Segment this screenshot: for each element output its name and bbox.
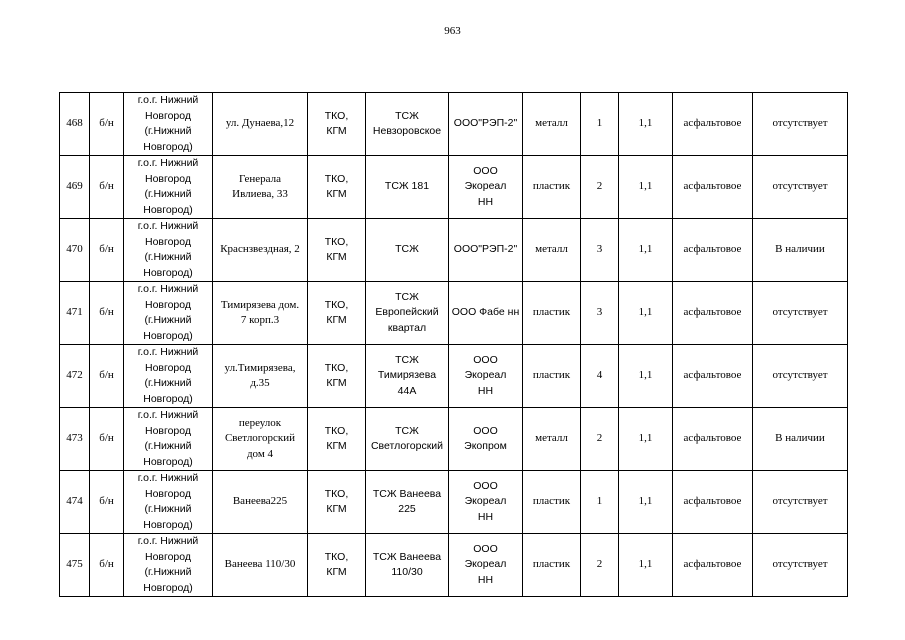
cell-waste-type-line: ТКО,	[324, 361, 349, 374]
cell-owner-line: ТСЖ 181	[384, 180, 430, 193]
cell-address-line: переулок	[238, 416, 282, 429]
cell-municipality-line: (г.Нижний	[144, 377, 192, 389]
cell-number: 472	[60, 345, 90, 408]
cell-surface-type: асфальтовое	[673, 471, 753, 534]
cell-fence: В наличии	[753, 408, 848, 471]
cell-owner	[366, 345, 449, 408]
cell-waste-type	[308, 471, 366, 534]
cell-surface-type: асфальтовое	[673, 93, 753, 156]
cell-registry-mark: б/н	[90, 471, 124, 534]
cell-owner-line: ТСЖ	[395, 290, 419, 303]
cell-municipality-line: Новгород	[144, 361, 191, 374]
cell-municipality-line: Новгород)	[143, 518, 193, 531]
cell-operator-line: НН	[477, 195, 494, 208]
cell-registry-mark: б/н	[90, 534, 124, 597]
cell-waste-type-line: ТКО,	[324, 109, 349, 122]
cell-waste-type-line: КГМ	[326, 314, 347, 326]
cell-surface-type: асфальтовое	[673, 219, 753, 282]
cell-owner	[366, 408, 449, 471]
cell-municipality-line: г.о.г. Нижний	[137, 283, 199, 295]
table-row	[60, 93, 848, 156]
cell-number: 469	[60, 156, 90, 219]
cell-waste-type	[308, 408, 366, 471]
cell-owner-line: ТСЖ	[395, 353, 419, 366]
cell-container-count: 3	[581, 219, 619, 282]
cell-operator-line: ООО	[473, 424, 498, 437]
cell-operator-line: НН	[477, 573, 494, 586]
cell-owner-line: 110/30	[391, 566, 423, 578]
registry-table	[59, 92, 848, 597]
cell-owner	[366, 219, 449, 282]
cell-municipality-line: (г.Нижний	[144, 503, 192, 515]
cell-municipality	[124, 282, 213, 345]
cell-number: 470	[60, 219, 90, 282]
cell-container-volume: 1,1	[619, 345, 673, 408]
cell-fence: отсутствует	[753, 282, 848, 345]
table-row	[60, 345, 848, 408]
cell-address-line: Краснзвездная, 2	[220, 243, 300, 256]
cell-address	[213, 345, 308, 408]
cell-fence: отсутствует	[753, 471, 848, 534]
cell-address-line: Ванеева225	[232, 495, 288, 508]
cell-municipality-line: (г.Нижний	[144, 314, 192, 326]
cell-container-volume: 1,1	[619, 471, 673, 534]
cell-municipality	[124, 408, 213, 471]
cell-owner-line: ТСЖ Ванеева	[372, 487, 442, 500]
cell-address-line: 7 корп.3	[240, 314, 280, 326]
cell-address-line: Тимирязева дом.	[220, 298, 300, 311]
cell-waste-type-line: КГМ	[326, 251, 347, 263]
cell-container-material: пластик	[523, 471, 581, 534]
cell-container-volume: 1,1	[619, 93, 673, 156]
cell-operator	[449, 219, 523, 282]
cell-fence: отсутствует	[753, 534, 848, 597]
cell-waste-type-line: КГМ	[326, 377, 347, 389]
cell-municipality-line: Новгород	[144, 298, 191, 311]
cell-address-line: ул. Дунаева,12	[225, 117, 295, 130]
cell-owner-line: ТСЖ	[395, 243, 419, 256]
cell-fence: отсутствует	[753, 93, 848, 156]
cell-surface-type: асфальтовое	[673, 156, 753, 219]
cell-owner-line: 44А	[397, 384, 417, 397]
cell-waste-type-line: ТКО,	[324, 235, 349, 248]
cell-municipality-line: (г.Нижний	[144, 188, 192, 200]
cell-municipality-line: Новгород	[144, 424, 191, 437]
cell-municipality-line: (г.Нижний	[144, 440, 192, 452]
cell-municipality	[124, 156, 213, 219]
cell-municipality-line: Новгород	[144, 487, 191, 500]
cell-municipality-line: Новгород)	[143, 581, 193, 594]
cell-operator-line: ООО Экореал	[464, 164, 507, 193]
cell-surface-type: асфальтовое	[673, 534, 753, 597]
cell-number: 473	[60, 408, 90, 471]
cell-operator	[449, 93, 523, 156]
cell-operator-line: ООО Экореал	[464, 542, 507, 571]
cell-container-count: 4	[581, 345, 619, 408]
cell-municipality-line: Новгород	[144, 235, 191, 248]
cell-address	[213, 471, 308, 534]
cell-waste-type-line: КГМ	[326, 566, 347, 578]
cell-waste-type-line: ТКО,	[324, 424, 349, 437]
cell-municipality-line: г.о.г. Нижний	[137, 220, 199, 232]
cell-container-count: 1	[581, 93, 619, 156]
cell-municipality	[124, 345, 213, 408]
cell-waste-type-line: ТКО,	[324, 298, 349, 311]
cell-municipality	[124, 219, 213, 282]
cell-waste-type-line: КГМ	[326, 440, 347, 452]
cell-address	[213, 156, 308, 219]
cell-operator	[449, 471, 523, 534]
cell-operator-line: ООО Экореал	[464, 479, 507, 508]
cell-surface-type: асфальтовое	[673, 345, 753, 408]
cell-waste-type-line: ТКО,	[324, 487, 349, 500]
cell-registry-mark: б/н	[90, 156, 124, 219]
cell-waste-type	[308, 93, 366, 156]
cell-operator-line: ООО"РЭП-2"	[453, 243, 518, 256]
cell-address-line: ул.Тимирязева,	[224, 361, 296, 374]
cell-municipality-line: Новгород	[144, 109, 191, 122]
cell-container-material: металл	[523, 219, 581, 282]
page-number: 963	[444, 25, 461, 37]
cell-fence: отсутствует	[753, 345, 848, 408]
cell-municipality-line: (г.Нижний	[144, 566, 192, 578]
cell-owner-line: 225	[398, 503, 416, 515]
cell-municipality	[124, 534, 213, 597]
cell-container-material: пластик	[523, 156, 581, 219]
cell-address-line: Ванеева 110/30	[224, 558, 296, 571]
cell-owner	[366, 471, 449, 534]
cell-owner	[366, 282, 449, 345]
cell-owner	[366, 156, 449, 219]
cell-owner-line: Светлогорский	[370, 440, 444, 452]
cell-address	[213, 219, 308, 282]
cell-municipality-line: г.о.г. Нижний	[137, 157, 199, 169]
cell-address	[213, 282, 308, 345]
cell-waste-type	[308, 534, 366, 597]
cell-owner-line: Невзоровское	[372, 125, 442, 137]
cell-municipality	[124, 471, 213, 534]
cell-operator-line: НН	[477, 510, 494, 523]
cell-municipality-line: Новгород)	[143, 140, 193, 153]
cell-waste-type	[308, 282, 366, 345]
cell-address-line: Светлогорский	[224, 432, 296, 445]
cell-waste-type-line: ТКО,	[324, 550, 349, 563]
cell-container-volume: 1,1	[619, 534, 673, 597]
cell-waste-type-line: ТКО,	[324, 172, 349, 185]
cell-municipality-line: г.о.г. Нижний	[137, 409, 199, 421]
table-row	[60, 219, 848, 282]
cell-municipality-line: Новгород)	[143, 455, 193, 468]
cell-operator-line: ООО"РЭП-2"	[453, 117, 518, 130]
cell-registry-mark: б/н	[90, 282, 124, 345]
cell-municipality-line: Новгород)	[143, 392, 193, 405]
cell-surface-type: асфальтовое	[673, 282, 753, 345]
table-row	[60, 534, 848, 597]
cell-municipality-line: (г.Нижний	[144, 251, 192, 263]
table-row	[60, 408, 848, 471]
cell-container-count: 2	[581, 534, 619, 597]
cell-container-count: 3	[581, 282, 619, 345]
cell-container-material: пластик	[523, 534, 581, 597]
cell-container-volume: 1,1	[619, 408, 673, 471]
cell-municipality-line: Новгород)	[143, 203, 193, 216]
cell-municipality-line: г.о.г. Нижний	[137, 535, 199, 547]
cell-container-material: металл	[523, 408, 581, 471]
cell-waste-type-line: КГМ	[326, 188, 347, 200]
cell-waste-type-line: КГМ	[326, 125, 347, 137]
cell-address-line: Ивлиева, 33	[232, 188, 288, 200]
cell-operator-line: Экопром	[464, 440, 507, 452]
cell-container-count: 2	[581, 156, 619, 219]
cell-operator	[449, 345, 523, 408]
cell-address	[213, 93, 308, 156]
cell-owner-line: Европейский	[375, 306, 439, 319]
cell-address	[213, 534, 308, 597]
cell-operator-line: ООО Фабе нн	[451, 306, 520, 319]
cell-owner-line: ТСЖ	[395, 109, 419, 122]
cell-address-line: Генерала	[238, 172, 282, 185]
cell-waste-type-line: КГМ	[326, 503, 347, 515]
cell-container-count: 2	[581, 408, 619, 471]
cell-container-volume: 1,1	[619, 219, 673, 282]
cell-operator-line: ООО Экореал	[464, 353, 507, 382]
cell-address-line: дом 4	[246, 447, 274, 460]
cell-container-material: пластик	[523, 282, 581, 345]
cell-fence: В наличии	[753, 219, 848, 282]
cell-number: 471	[60, 282, 90, 345]
cell-owner-line: квартал	[387, 321, 427, 334]
cell-number: 474	[60, 471, 90, 534]
cell-registry-mark: б/н	[90, 408, 124, 471]
cell-number: 475	[60, 534, 90, 597]
cell-waste-type	[308, 156, 366, 219]
cell-operator	[449, 534, 523, 597]
cell-container-volume: 1,1	[619, 282, 673, 345]
table-row	[60, 282, 848, 345]
cell-municipality-line: Новгород)	[143, 329, 193, 342]
cell-municipality	[124, 93, 213, 156]
cell-container-count: 1	[581, 471, 619, 534]
cell-surface-type: асфальтовое	[673, 408, 753, 471]
cell-container-material: металл	[523, 93, 581, 156]
cell-owner-line: Тимирязева	[377, 369, 437, 382]
table-row	[60, 156, 848, 219]
cell-owner	[366, 93, 449, 156]
cell-operator-line: НН	[477, 384, 494, 397]
cell-owner	[366, 534, 449, 597]
cell-fence: отсутствует	[753, 156, 848, 219]
cell-address-line: д.35	[250, 377, 270, 389]
cell-municipality-line: Новгород	[144, 172, 191, 185]
cell-registry-mark: б/н	[90, 219, 124, 282]
cell-municipality-line: г.о.г. Нижний	[137, 346, 199, 358]
cell-municipality-line: г.о.г. Нижний	[137, 94, 199, 106]
cell-operator	[449, 408, 523, 471]
cell-owner-line: ТСЖ	[395, 424, 419, 437]
cell-waste-type	[308, 219, 366, 282]
cell-waste-type	[308, 345, 366, 408]
cell-municipality-line: Новгород	[144, 550, 191, 563]
cell-municipality-line: (г.Нижний	[144, 125, 192, 137]
cell-owner-line: ТСЖ Ванеева	[372, 550, 442, 563]
cell-registry-mark: б/н	[90, 345, 124, 408]
table-row	[60, 471, 848, 534]
cell-registry-mark: б/н	[90, 93, 124, 156]
cell-container-volume: 1,1	[619, 156, 673, 219]
cell-municipality-line: Новгород)	[143, 266, 193, 279]
cell-municipality-line: г.о.г. Нижний	[137, 472, 199, 484]
cell-number: 468	[60, 93, 90, 156]
cell-address	[213, 408, 308, 471]
cell-container-material: пластик	[523, 345, 581, 408]
cell-operator	[449, 282, 523, 345]
cell-operator	[449, 156, 523, 219]
